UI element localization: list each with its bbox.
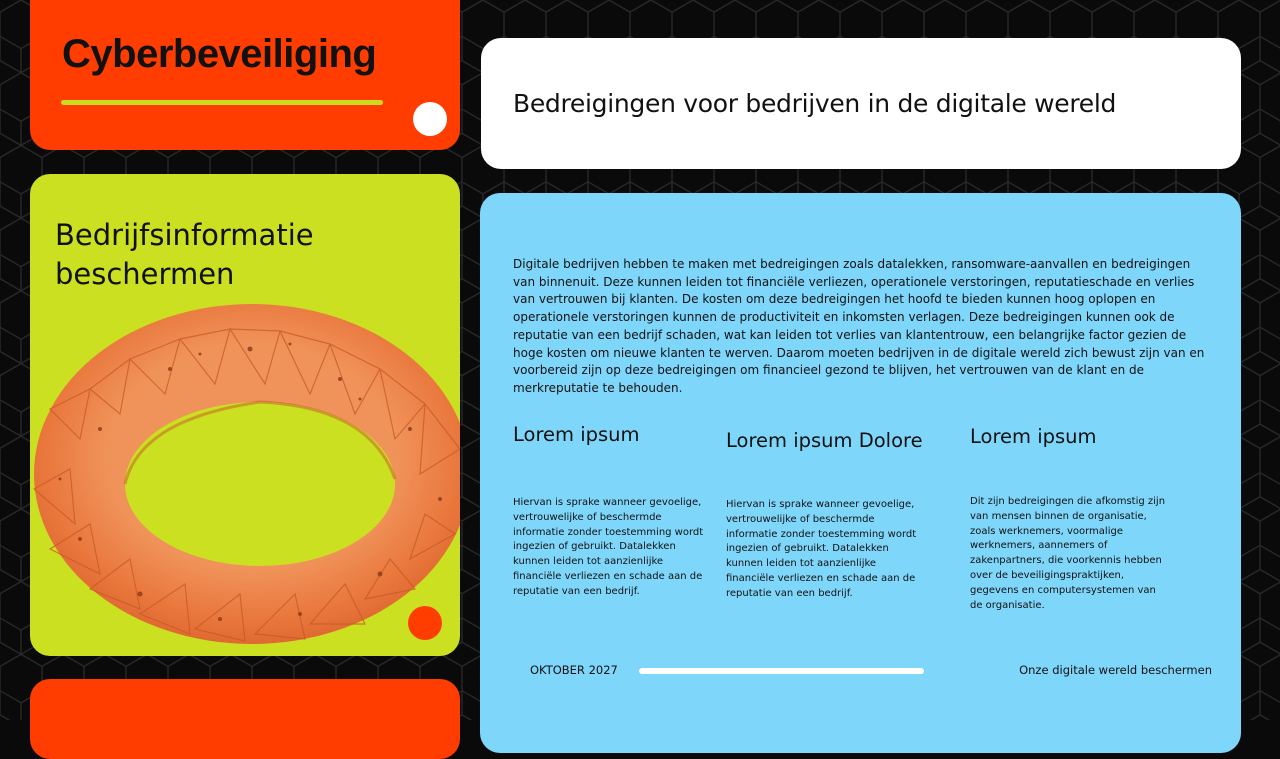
info-card: [30, 174, 460, 656]
page-headline: Bedreigingen voor bedrijven in de digitale wereld: [513, 89, 1117, 118]
column-2-text: Hiervan is sprake wanneer gevoelige, vertrouwelijke of beschermde informatie zonder toestemming wordt ingezien of gebruikt. Datalekken kunnen leiden tot aanzienlijke financiële verliezen en schade aan de reputatie van een bedrijf.: [726, 499, 917, 599]
column-2-title: Lorem ipsum Dolore: [726, 429, 923, 452]
column-3-text: Dit zijn bedreigingen die afkomstig zijn van mensen binnen de organisatie, zoals werknemers, voormalige werknemers, aannemers of zakenpartners, die voorkennis hebben over de beveiligingspraktijken, gegevens en computersystemen van de organisatie.: [970, 496, 1166, 611]
footer-tagline: Onze digitale wereld beschermen: [1019, 663, 1212, 677]
column-3-title: Lorem ipsum: [970, 425, 1097, 448]
headline-card: [481, 38, 1241, 169]
content-card: [480, 193, 1241, 753]
title-card: [30, 0, 460, 150]
column-2: [726, 429, 923, 599]
folded-torus-image: [30, 289, 460, 649]
intro-paragraph: Digitale bedrijven hebben te maken met bedreigingen zoals datalekken, ransomware-aanvallen en bedreigingen van binnenuit. Deze kunnen leiden tot financiële verliezen, operationele verstoringen, reputatieschade en verlies van vertrouwen bij klanten. De kosten om deze bedreigingen het hoofd te bieden kunnen hoog oplopen en operationele verstoringen kunnen de productiviteit en inkomsten verlagen. Deze bedreigingen kunnen ook de reputatie van een bedrijf schaden, wat kan leiden tot verlies van klantentrouw, een belangrijke factor gezien de hoge kosten om nieuwe klanten te werven. Daarom moeten bedrijven in de digitale wereld zich bewust zijn van en voorbereid zijn op deze bedreigingen om financieel gezond te blijven, het vertrouwen van de klant en de merkreputatie te behouden.: [513, 257, 1205, 395]
column-3: [970, 425, 1166, 611]
white-dot-decoration: [413, 102, 447, 136]
title-underline: [61, 100, 383, 105]
brand-title: Cyberbeveiliging: [62, 32, 377, 76]
side-card-heading: Bedrijfsinformatie beschermen: [55, 218, 314, 291]
orange-dot-decoration: [408, 606, 442, 640]
column-1-text: Hiervan is sprake wanneer gevoelige, vertrouwelijke of beschermde informatie zonder toestemming wordt ingezien of gebruikt. Datalekken kunnen leiden tot aanzienlijke financiële verliezen en schade aan de reputatie van een bedrijf.: [513, 497, 704, 597]
footer-divider: [639, 668, 924, 674]
column-1-title: Lorem ipsum: [513, 423, 640, 446]
footer-date: OKTOBER 2027: [530, 663, 618, 677]
column-1: [513, 423, 704, 597]
bottom-orange-card: [30, 679, 460, 759]
